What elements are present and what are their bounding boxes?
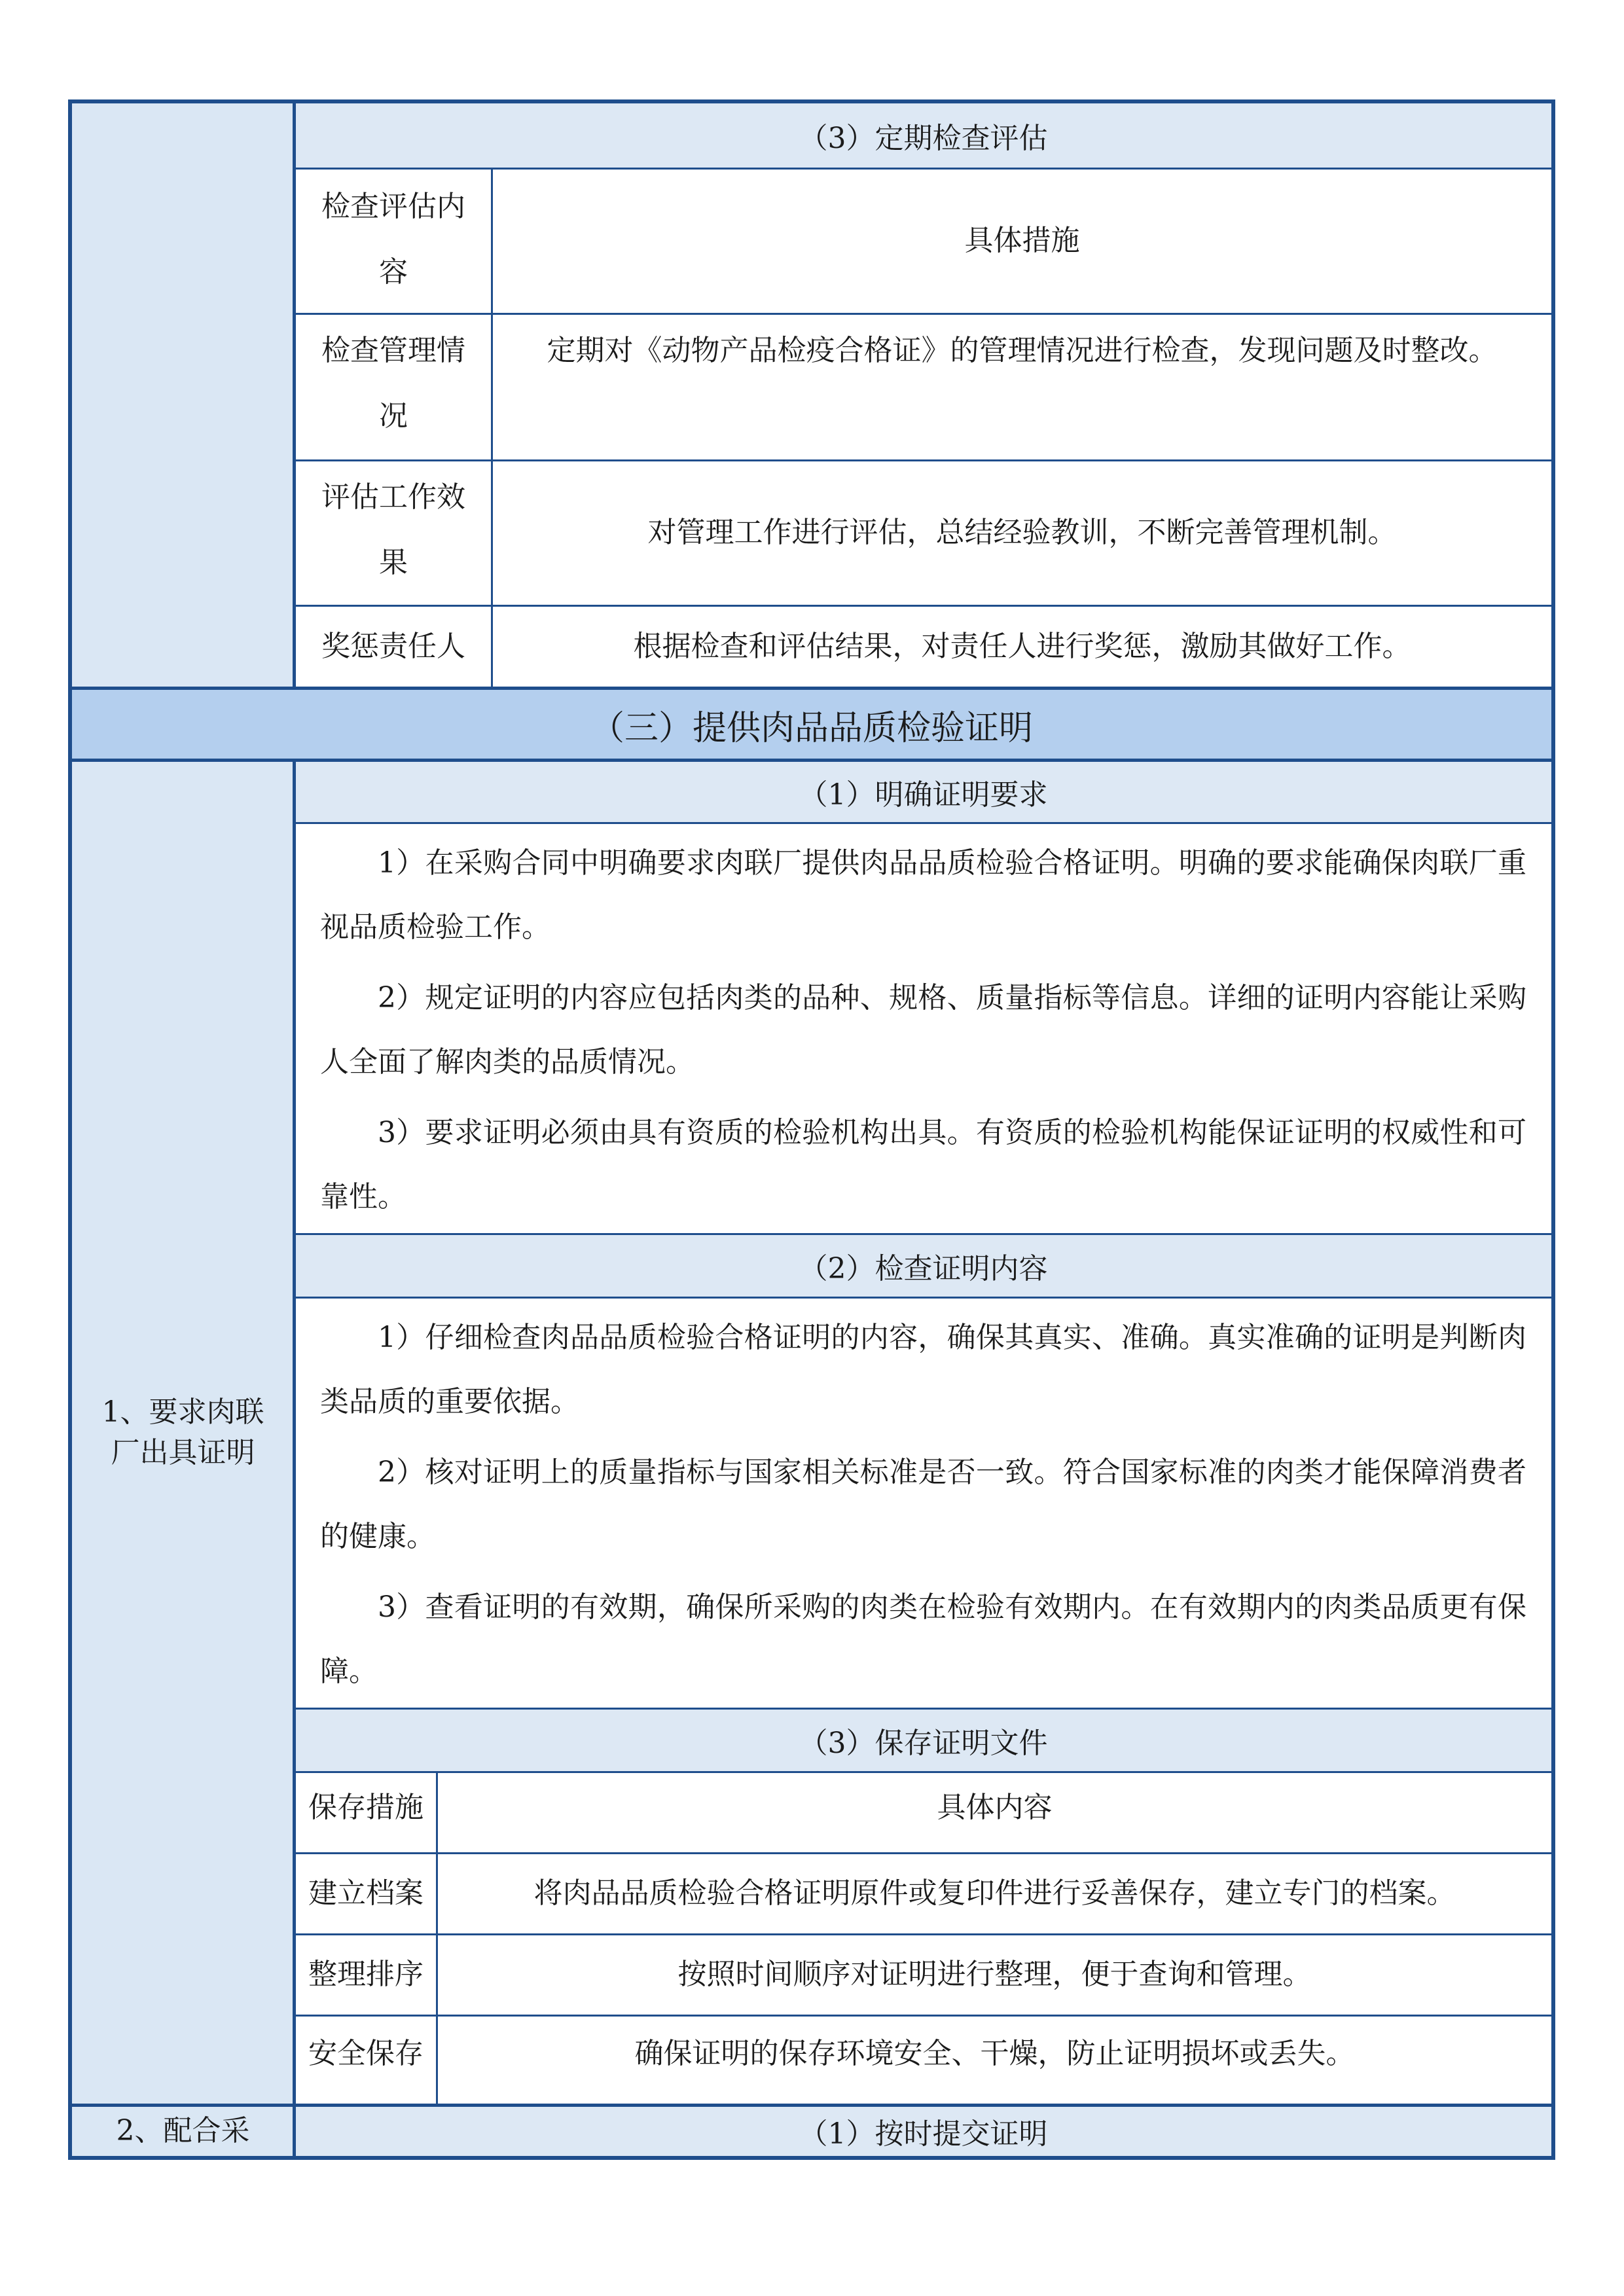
clarify-requirements-body xyxy=(295,823,1551,1233)
row-line xyxy=(294,459,1551,461)
save-table-row2-content: 按照时间顺序对证明进行整理，便于查询和管理。 xyxy=(677,1958,1312,1991)
row-line xyxy=(294,1233,1551,1235)
column-divider-main-2 xyxy=(293,761,296,2156)
clarify-paragraph-2: 2）规定证明的内容应包括肉类的品种、规格、质量指标等信息。详细的证明内容能让采购人全面了解肉类的品质情况。 xyxy=(320,981,1526,1079)
subheader-clarify-requirements: （1）明确证明要求 xyxy=(295,762,1551,822)
check-table-row1-item: 检查管理情况 xyxy=(321,334,465,433)
left-label-text: 1、要求肉联厂出具证明 xyxy=(101,1395,264,1469)
check-paragraph-1: 1）仔细检查肉品品质检验合格证明的内容，确保其真实、准确。真实准确的证明是判断肉类品质的重要依据。 xyxy=(320,1321,1526,1418)
check-table-head-measure: 具体措施 xyxy=(964,224,1080,257)
section-line-top xyxy=(72,687,1551,690)
left-label-require-certificate xyxy=(72,762,294,2104)
save-table-row3-content: 确保证明的保存环境安全、干燥，防止证明损坏或丢失。 xyxy=(634,2037,1355,2070)
left-column-continuation xyxy=(72,103,294,687)
subheader-submit-on-time: （1）按时提交证明 xyxy=(295,2106,1551,2156)
clarify-paragraph-1: 1）在采购合同中明确要求肉联厂提供肉品品质检验合格证明。明确的要求能确保肉联厂重视品质检验工作。 xyxy=(320,846,1526,944)
row-line xyxy=(294,168,1551,170)
clarify-paragraph-3: 3）要求证明必须由具有资质的检验机构出具。有资质的检验机构能保证证明的权威性和可靠性。 xyxy=(320,1116,1526,1213)
row-line xyxy=(294,2015,1551,2017)
col-line xyxy=(491,168,493,687)
row-line xyxy=(294,1852,1551,1854)
save-table-head-content: 具体内容 xyxy=(937,1791,1053,1824)
save-table-row2-item: 整理排序 xyxy=(308,1958,424,1991)
check-table-row3-item: 奖惩责任人 xyxy=(321,630,465,663)
column-divider-main xyxy=(293,103,296,687)
subheader-periodic-check: （3）定期检查评估 xyxy=(295,103,1551,168)
check-content-body xyxy=(295,1298,1551,1708)
check-table-row2-item: 评估工作效果 xyxy=(321,480,465,579)
save-table-head-measure: 保存措施 xyxy=(308,1791,424,1824)
col-line xyxy=(436,1771,438,2104)
check-table-row3-measure: 根据检查和评估结果，对责任人进行奖惩，激励其做好工作。 xyxy=(633,630,1411,663)
section-title: （三）提供肉品品质检验证明 xyxy=(72,690,1551,759)
row-line xyxy=(294,605,1551,607)
left-label-cooperate: 2、配合采 xyxy=(72,2106,294,2156)
row-line xyxy=(294,1933,1551,1935)
check-table-head-content: 检查评估内容 xyxy=(321,190,465,289)
row-line xyxy=(294,822,1551,824)
row-line xyxy=(294,1297,1551,1299)
save-table-row1-item: 建立档案 xyxy=(308,1876,424,1910)
save-table-row3-item: 安全保存 xyxy=(308,2037,424,2070)
save-table-row1-content: 将肉品品质检验合格证明原件或复印件进行妥善保存，建立专门的档案。 xyxy=(533,1876,1456,1910)
check-paragraph-2: 2）核对证明上的质量指标与国家相关标准是否一致。符合国家标准的肉类才能保障消费者的健康。 xyxy=(320,1456,1526,1553)
section-line-bottom xyxy=(72,759,1551,762)
row-line xyxy=(294,1708,1551,1710)
subheader-save-documents: （3）保存证明文件 xyxy=(295,1710,1551,1771)
check-table-row2-measure: 对管理工作进行评估，总结经验教训，不断完善管理机制。 xyxy=(647,516,1397,549)
check-table-row1-measure: 定期对《动物产品检疫合格证》的管理情况进行检查，发现问题及时整改。 xyxy=(547,334,1498,367)
row-line-part3 xyxy=(72,2104,1551,2107)
subheader-check-content: （2）检查证明内容 xyxy=(295,1235,1551,1297)
row-line xyxy=(294,1771,1551,1773)
check-paragraph-3: 3）查看证明的有效期，确保所采购的肉类在检验有效期内。在有效期内的肉类品质更有保障。 xyxy=(320,1590,1526,1688)
row-line xyxy=(294,313,1551,315)
